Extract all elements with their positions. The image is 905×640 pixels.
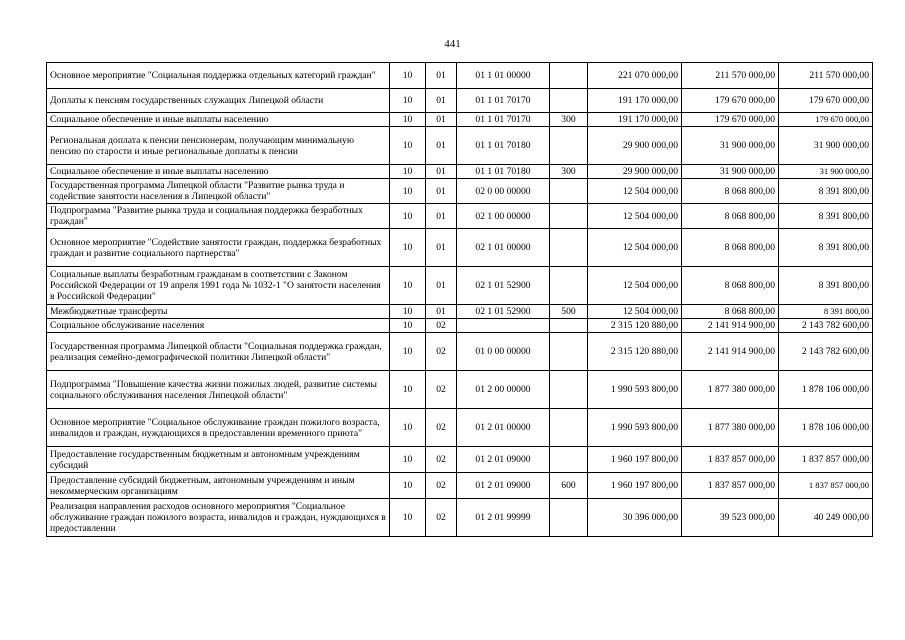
row-amount-year-3: 211 570 000,00 xyxy=(779,63,873,89)
row-expense-type xyxy=(550,499,588,537)
row-section: 10 xyxy=(390,447,426,473)
row-expense-type: 300 xyxy=(550,165,588,179)
row-amount-year-3: 179 670 000,00 xyxy=(779,89,873,113)
row-name: Региональная доплата к пенсии пенсионерам, получающим минимальную пенсию по старости и иные региональные доплаты к пенсии xyxy=(47,127,390,165)
table-row xyxy=(47,113,873,127)
table-row xyxy=(47,499,873,537)
row-name: Социальное обслуживание населения xyxy=(47,319,390,333)
row-subsection: 01 xyxy=(426,305,457,319)
table-row xyxy=(47,229,873,267)
row-amount-year-3: 8 391 800,00 xyxy=(779,267,873,305)
row-subsection: 02 xyxy=(426,499,457,537)
row-section: 10 xyxy=(390,89,426,113)
row-amount-year-3: 8 391 800,00 xyxy=(779,204,873,229)
row-target-code: 01 1 01 70170 xyxy=(457,89,550,113)
row-expense-type: 500 xyxy=(550,305,588,319)
row-subsection: 01 xyxy=(426,267,457,305)
row-section: 10 xyxy=(390,499,426,537)
row-name: Социальное обеспечение и иные выплаты населению xyxy=(47,113,390,127)
table-row xyxy=(47,267,873,305)
row-expense-type xyxy=(550,447,588,473)
row-section: 10 xyxy=(390,409,426,447)
row-subsection: 01 xyxy=(426,113,457,127)
row-subsection: 01 xyxy=(426,204,457,229)
table-row xyxy=(47,333,873,371)
row-subsection: 01 xyxy=(426,63,457,89)
row-amount-year-2: 1 837 857 000,00 xyxy=(682,473,779,499)
row-amount-year-1: 191 170 000,00 xyxy=(588,89,682,113)
row-subsection: 01 xyxy=(426,127,457,165)
row-section: 10 xyxy=(390,63,426,89)
row-target-code: 01 0 00 00000 xyxy=(457,333,550,371)
row-amount-year-3: 31 900 000,00 xyxy=(779,165,873,179)
row-expense-type xyxy=(550,63,588,89)
row-name: Основное мероприятие "Социальное обслуживание граждан пожилого возраста, инвалидов и граждан, нуждающихся в предоставлении временного приюта" xyxy=(47,409,390,447)
row-section: 10 xyxy=(390,473,426,499)
row-section: 10 xyxy=(390,229,426,267)
row-name: Социальные выплаты безработным гражданам в соответствии с Законом Российской Федерации от 19 апреля 1991 года № 1032-1 "О занятости населения в Российской Федерации" xyxy=(47,267,390,305)
row-target-code: 01 2 00 00000 xyxy=(457,371,550,409)
row-name: Предоставление государственным бюджетным и автономным учреждениям субсидий xyxy=(47,447,390,473)
table-row xyxy=(47,179,873,204)
row-target-code: 01 1 01 70180 xyxy=(457,165,550,179)
row-amount-year-1: 29 900 000,00 xyxy=(588,165,682,179)
row-subsection: 02 xyxy=(426,333,457,371)
budget-table xyxy=(46,62,873,537)
row-section: 10 xyxy=(390,204,426,229)
table-row xyxy=(47,473,873,499)
row-amount-year-3: 40 249 000,00 xyxy=(779,499,873,537)
row-amount-year-2: 179 670 000,00 xyxy=(682,89,779,113)
row-amount-year-3: 2 143 782 600,00 xyxy=(779,319,873,333)
table-row xyxy=(47,63,873,89)
row-expense-type xyxy=(550,409,588,447)
row-target-code: 02 1 01 52900 xyxy=(457,305,550,319)
row-amount-year-3: 8 391 800,00 xyxy=(779,179,873,204)
row-amount-year-1: 1 990 593 800,00 xyxy=(588,371,682,409)
row-amount-year-3: 179 670 000,00 xyxy=(779,113,873,127)
row-amount-year-2: 1 877 380 000,00 xyxy=(682,371,779,409)
table-row xyxy=(47,409,873,447)
row-section: 10 xyxy=(390,113,426,127)
row-name: Основное мероприятие "Социальная поддержка отдельных категорий граждан" xyxy=(47,63,390,89)
row-expense-type xyxy=(550,89,588,113)
row-amount-year-2: 8 068 800,00 xyxy=(682,204,779,229)
row-name: Предоставление субсидий бюджетным, автономным учреждениям и иным некоммерческим организациям xyxy=(47,473,390,499)
row-amount-year-1: 12 504 000,00 xyxy=(588,229,682,267)
table-row xyxy=(47,127,873,165)
row-target-code: 02 0 00 00000 xyxy=(457,179,550,204)
row-amount-year-1: 1 960 197 800,00 xyxy=(588,447,682,473)
row-amount-year-1: 12 504 000,00 xyxy=(588,204,682,229)
row-subsection: 01 xyxy=(426,179,457,204)
row-amount-year-2: 1 877 380 000,00 xyxy=(682,409,779,447)
row-name: Основное мероприятие "Содействие занятости граждан, поддержка безработных граждан и развитие социального партнерства" xyxy=(47,229,390,267)
row-amount-year-2: 1 837 857 000,00 xyxy=(682,447,779,473)
row-section: 10 xyxy=(390,127,426,165)
table-row xyxy=(47,89,873,113)
row-subsection: 02 xyxy=(426,409,457,447)
table-row xyxy=(47,319,873,333)
row-subsection: 01 xyxy=(426,229,457,267)
row-subsection: 02 xyxy=(426,319,457,333)
row-expense-type xyxy=(550,229,588,267)
row-amount-year-1: 191 170 000,00 xyxy=(588,113,682,127)
row-name: Подпрограмма "Развитие рынка труда и социальная поддержка безработных граждан" xyxy=(47,204,390,229)
row-target-code: 02 1 01 52900 xyxy=(457,267,550,305)
row-subsection: 01 xyxy=(426,165,457,179)
row-expense-type: 600 xyxy=(550,473,588,499)
table-row xyxy=(47,204,873,229)
row-expense-type: 300 xyxy=(550,113,588,127)
row-amount-year-1: 221 070 000,00 xyxy=(588,63,682,89)
row-subsection: 02 xyxy=(426,447,457,473)
row-amount-year-3: 2 143 782 600,00 xyxy=(779,333,873,371)
table-row xyxy=(47,305,873,319)
table-row xyxy=(47,371,873,409)
table-row xyxy=(47,165,873,179)
row-amount-year-1: 12 504 000,00 xyxy=(588,267,682,305)
row-amount-year-1: 30 396 000,00 xyxy=(588,499,682,537)
row-amount-year-1: 2 315 120 880,00 xyxy=(588,319,682,333)
row-expense-type xyxy=(550,179,588,204)
row-expense-type xyxy=(550,204,588,229)
row-amount-year-2: 211 570 000,00 xyxy=(682,63,779,89)
row-amount-year-1: 29 900 000,00 xyxy=(588,127,682,165)
row-target-code xyxy=(457,319,550,333)
row-target-code: 01 2 01 99999 xyxy=(457,499,550,537)
row-amount-year-2: 2 141 914 900,00 xyxy=(682,319,779,333)
row-subsection: 02 xyxy=(426,473,457,499)
row-amount-year-3: 1 837 857 000,00 xyxy=(779,447,873,473)
row-amount-year-2: 8 068 800,00 xyxy=(682,305,779,319)
row-name: Государственная программа Липецкой области "Социальная поддержка граждан, реализация семейно-демографической политики Липецкой области" xyxy=(47,333,390,371)
row-name: Реализация направления расходов основного мероприятия "Социальное обслуживание граждан пожилого возраста, инвалидов и граждан, нуждающихся в предоставлении xyxy=(47,499,390,537)
row-amount-year-1: 12 504 000,00 xyxy=(588,305,682,319)
row-amount-year-2: 39 523 000,00 xyxy=(682,499,779,537)
page-number: 441 xyxy=(444,38,461,50)
row-amount-year-3: 8 391 800,00 xyxy=(779,305,873,319)
row-amount-year-2: 8 068 800,00 xyxy=(682,267,779,305)
row-expense-type xyxy=(550,333,588,371)
row-amount-year-2: 8 068 800,00 xyxy=(682,179,779,204)
row-target-code: 01 1 01 70180 xyxy=(457,127,550,165)
row-expense-type xyxy=(550,371,588,409)
row-amount-year-3: 1 837 857 000,00 xyxy=(779,473,873,499)
row-amount-year-1: 1 990 593 800,00 xyxy=(588,409,682,447)
row-amount-year-2: 8 068 800,00 xyxy=(682,229,779,267)
row-target-code: 01 2 01 09000 xyxy=(457,473,550,499)
row-target-code: 01 2 01 09000 xyxy=(457,447,550,473)
row-amount-year-3: 1 878 106 000,00 xyxy=(779,409,873,447)
row-expense-type xyxy=(550,319,588,333)
row-amount-year-1: 12 504 000,00 xyxy=(588,179,682,204)
row-amount-year-3: 1 878 106 000,00 xyxy=(779,371,873,409)
row-amount-year-2: 2 141 914 900,00 xyxy=(682,333,779,371)
row-subsection: 02 xyxy=(426,371,457,409)
row-amount-year-1: 1 960 197 800,00 xyxy=(588,473,682,499)
row-expense-type xyxy=(550,127,588,165)
row-amount-year-1: 2 315 120 880,00 xyxy=(588,333,682,371)
row-target-code: 02 1 00 00000 xyxy=(457,204,550,229)
row-section: 10 xyxy=(390,179,426,204)
row-target-code: 01 2 01 00000 xyxy=(457,409,550,447)
row-amount-year-3: 31 900 000,00 xyxy=(779,127,873,165)
row-amount-year-2: 31 900 000,00 xyxy=(682,127,779,165)
row-name: Доплаты к пенсиям государственных служащих Липецкой области xyxy=(47,89,390,113)
row-amount-year-2: 179 670 000,00 xyxy=(682,113,779,127)
row-target-code: 01 1 01 70170 xyxy=(457,113,550,127)
row-section: 10 xyxy=(390,319,426,333)
row-section: 10 xyxy=(390,333,426,371)
row-section: 10 xyxy=(390,305,426,319)
row-name: Государственная программа Липецкой области "Развитие рынка труда и содействие занятости населения в Липецкой области" xyxy=(47,179,390,204)
row-section: 10 xyxy=(390,371,426,409)
row-amount-year-3: 8 391 800,00 xyxy=(779,229,873,267)
row-name: Подпрограмма "Повышение качества жизни пожилых людей, развитие системы социального обслуживания населения Липецкой области" xyxy=(47,371,390,409)
row-expense-type xyxy=(550,267,588,305)
row-subsection: 01 xyxy=(426,89,457,113)
row-target-code: 01 1 01 00000 xyxy=(457,63,550,89)
row-name: Межбюджетные трансферты xyxy=(47,305,390,319)
row-name: Социальное обеспечение и иные выплаты населению xyxy=(47,165,390,179)
row-target-code: 02 1 01 00000 xyxy=(457,229,550,267)
row-section: 10 xyxy=(390,267,426,305)
row-section: 10 xyxy=(390,165,426,179)
table-row xyxy=(47,447,873,473)
row-amount-year-2: 31 900 000,00 xyxy=(682,165,779,179)
